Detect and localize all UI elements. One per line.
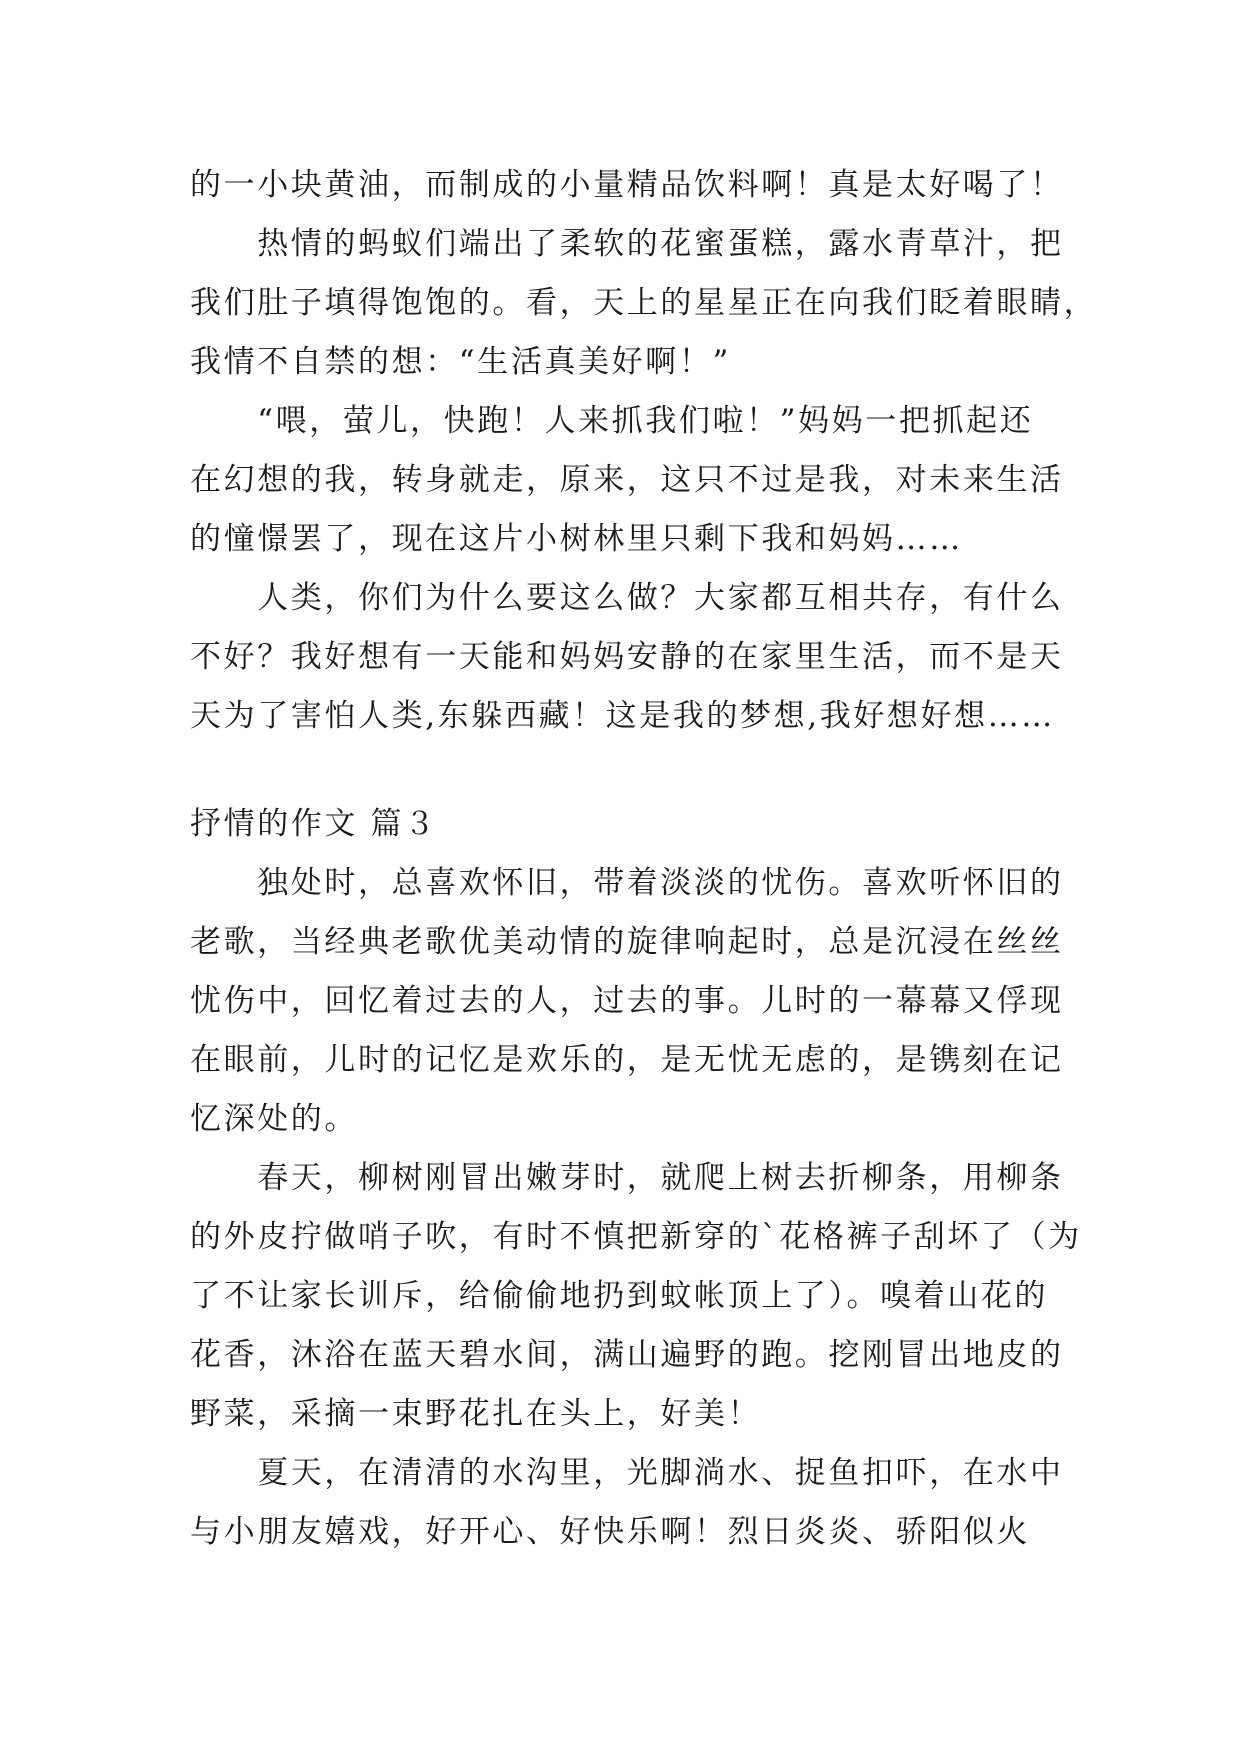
- paragraph-line: 热情的蚂蚁们端出了柔软的花蜜蛋糕，露水青草汁，把: [190, 226, 1064, 262]
- text-line: 我情不自禁的想：“生活真美好啊！”: [190, 344, 731, 380]
- text-line: 我们肚子填得饱饱的。看，天上的星星正在向我们眨着眼睛，: [190, 285, 1098, 321]
- text-line: 花香，沐浴在蓝天碧水间，满山遍野的跑。挖刚冒出地皮的: [190, 1337, 1064, 1373]
- section-heading: 抒情的作文 篇３: [190, 806, 438, 842]
- text-line: 的一小块黄油，而制成的小量精品饮料啊！真是太好喝了！: [190, 167, 1064, 203]
- text-line: 在眼前，儿时的记忆是欢乐的，是无忧无虑的，是镌刻在记: [190, 1042, 1064, 1078]
- text-line: 忆深处的。: [190, 1101, 358, 1137]
- text-line: 了不让家长训斥，给偷偷地扔到蚊帐顶上了）。嗅着山花的: [190, 1278, 1049, 1314]
- paragraph-line: 人类，你们为什么要这么做？大家都互相共存，有什么: [190, 580, 1064, 616]
- paragraph-line: “喂，萤儿，快跑！人来抓我们啦！”妈妈一把抓起还: [190, 403, 1034, 439]
- text-line: 不好？我好想有一天能和妈妈安静的在家里生活，而不是天: [190, 639, 1064, 675]
- text-line: 老歌，当经典老歌优美动情的旋律响起时，总是沉浸在丝丝: [190, 924, 1064, 960]
- text-line: 的外皮拧做哨子吹，有时不慎把新穿的`花格裤子刮坏了（为: [190, 1219, 1082, 1255]
- paragraph-line: 春天，柳树刚冒出嫩芽时，就爬上树去折柳条，用柳条: [190, 1160, 1064, 1196]
- paragraph-line: 独处时，总喜欢怀旧，带着淡淡的忧伤。喜欢听怀旧的: [190, 865, 1064, 901]
- paragraph-line: 夏天，在清清的水沟里，光脚淌水、捉鱼扣吓，在水中: [190, 1455, 1064, 1491]
- text-line: 野菜，采摘一束野花扎在头上，好美！: [190, 1396, 762, 1432]
- text-line: 在幻想的我，转身就走，原来，这只不过是我，对未来生活: [190, 462, 1064, 498]
- text-line: 忧伤中，回忆着过去的人，过去的事。儿时的一幕幕又俘现: [190, 983, 1064, 1019]
- text-line: 天为了害怕人类,东躲西藏！这是我的梦想,我好想好想……: [190, 698, 1055, 734]
- text-line: 的憧憬罢了，现在这片小树林里只剩下我和妈妈……: [190, 521, 963, 557]
- text-line: 与小朋友嬉戏，好开心、好快乐啊！烈日炎炎、骄阳似火: [190, 1514, 1030, 1550]
